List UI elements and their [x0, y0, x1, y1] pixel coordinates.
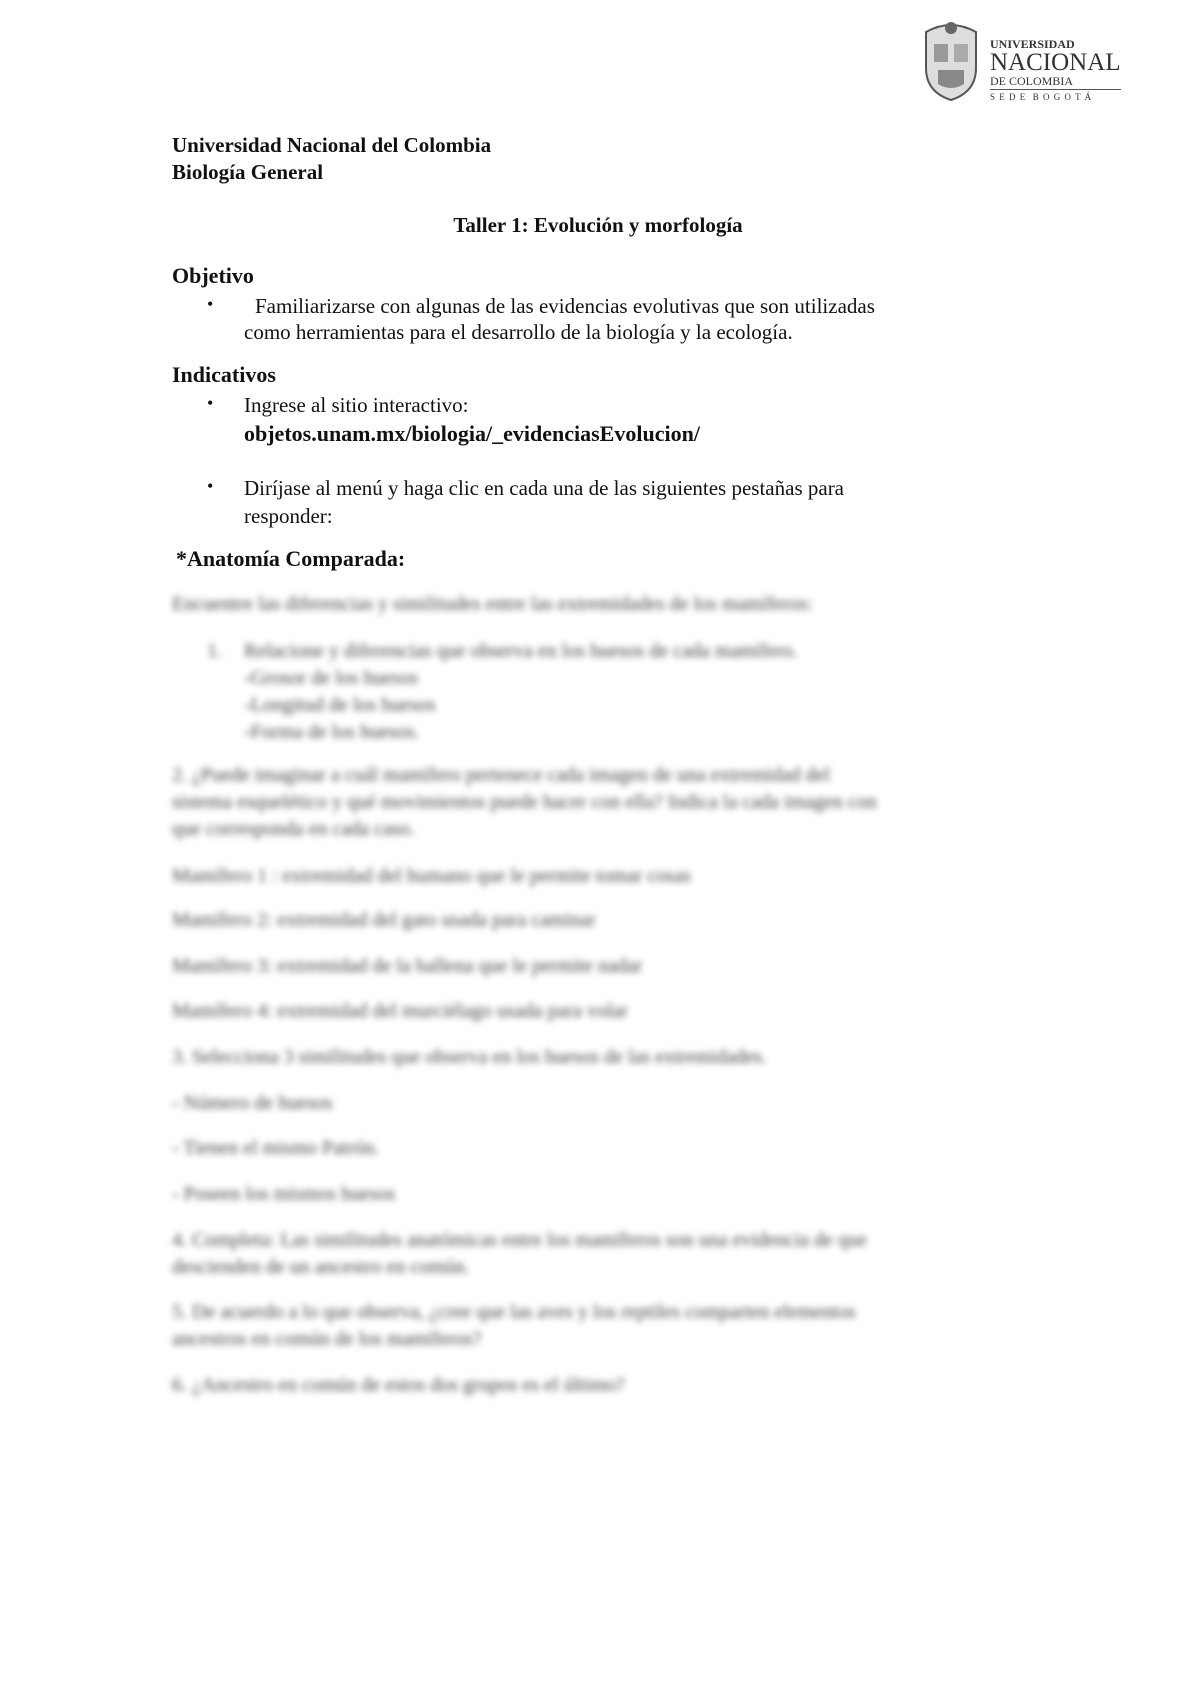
- blurred-line: 2. ¿Puede imaginar a cuál mamífero pertenece cada imagen de una extremidad del: [172, 764, 831, 786]
- blurred-line: Encuentre las diferencias y similitudes entre las extremidades de los mamíferos:: [172, 593, 813, 615]
- blurred-list-number: 1.: [207, 640, 222, 662]
- blurred-line: -Forma de los huesos.: [244, 721, 420, 743]
- objetivo-text-2: como herramientas para el desarrollo de la biología y la ecología.: [244, 320, 793, 344]
- bullet-icon: •: [207, 294, 214, 314]
- blurred-line: -Longitud de los huesos: [244, 694, 436, 716]
- blurred-line: 6. ¿Ancestro en común de estos dos grupos es el último?: [172, 1374, 625, 1396]
- blurred-line: - Tienen el mismo Patrón.: [172, 1137, 380, 1159]
- blurred-line: - Poseen los mismos huesos: [172, 1183, 396, 1205]
- blurred-line: ancestros en común de los mamíferos?: [172, 1328, 482, 1350]
- blurred-line: que corresponda en cada caso.: [172, 818, 415, 840]
- blurred-line: Relacione y diferencias que observa en los huesos de cada mamífero.: [244, 640, 798, 662]
- bullet-icon: •: [207, 476, 214, 496]
- blurred-line: 4. Completa: Las similitudes anatómicas entre los mamíferos son una evidencia de que: [172, 1229, 867, 1251]
- blurred-line: 3. Selecciona 3 similitudes que observa en los huesos de las extremidades.: [172, 1046, 767, 1068]
- blurred-line: Mamífero 2: extremidad del gato usada para caminar: [172, 909, 596, 931]
- university-logo: UNIVERSIDAD NACIONAL DE COLOMBIA S E D E B O G O T Á: [918, 18, 1118, 102]
- blurred-line: descienden de un ancestro en común.: [172, 1256, 470, 1278]
- objetivo-text: Familiarizarse con algunas de las evidencias evolutivas que son utilizadas: [255, 294, 875, 318]
- course-name: Biología General: [172, 160, 324, 184]
- blurred-line: - Número de huesos: [172, 1092, 333, 1114]
- blurred-line: sistema esquelético y qué movimientos puede hacer con ella? Indica la cada imagen con: [172, 791, 877, 813]
- indicativo-2b: responder:: [244, 504, 333, 528]
- blurred-line: Mamífero 3: extremidad de la ballena que le permite nadar: [172, 955, 643, 977]
- objetivo-heading: Objetivo: [172, 263, 254, 288]
- blurred-line: Mamífero 4: extremidad del murciélago usada para volar: [172, 1000, 628, 1022]
- coat-of-arms-icon: [918, 18, 984, 102]
- section-heading: *Anatomía Comparada:: [176, 546, 406, 571]
- institution-name: Universidad Nacional del Colombia: [172, 133, 492, 157]
- indicativos-heading: Indicativos: [172, 362, 276, 387]
- blurred-line: Mamífero 1 : extremidad del humano que le permite tomar cosas: [172, 865, 691, 887]
- indicativo-1: Ingrese al sitio interactivo:: [244, 393, 469, 417]
- indicativo-2: Diríjase al menú y haga clic en cada una de las siguientes pestañas para: [244, 476, 845, 500]
- blurred-line: 5. De acuerdo a lo que observa, ¿cree que las aves y los reptiles comparten elementos: [172, 1301, 856, 1323]
- bullet-icon: •: [207, 393, 214, 413]
- document-title: Taller 1: Evolución y morfología: [453, 213, 743, 237]
- blurred-line: -Grosor de los huesos: [244, 667, 418, 689]
- site-url: objetos.unam.mx/biologia/_evidenciasEvolucion/: [244, 421, 700, 446]
